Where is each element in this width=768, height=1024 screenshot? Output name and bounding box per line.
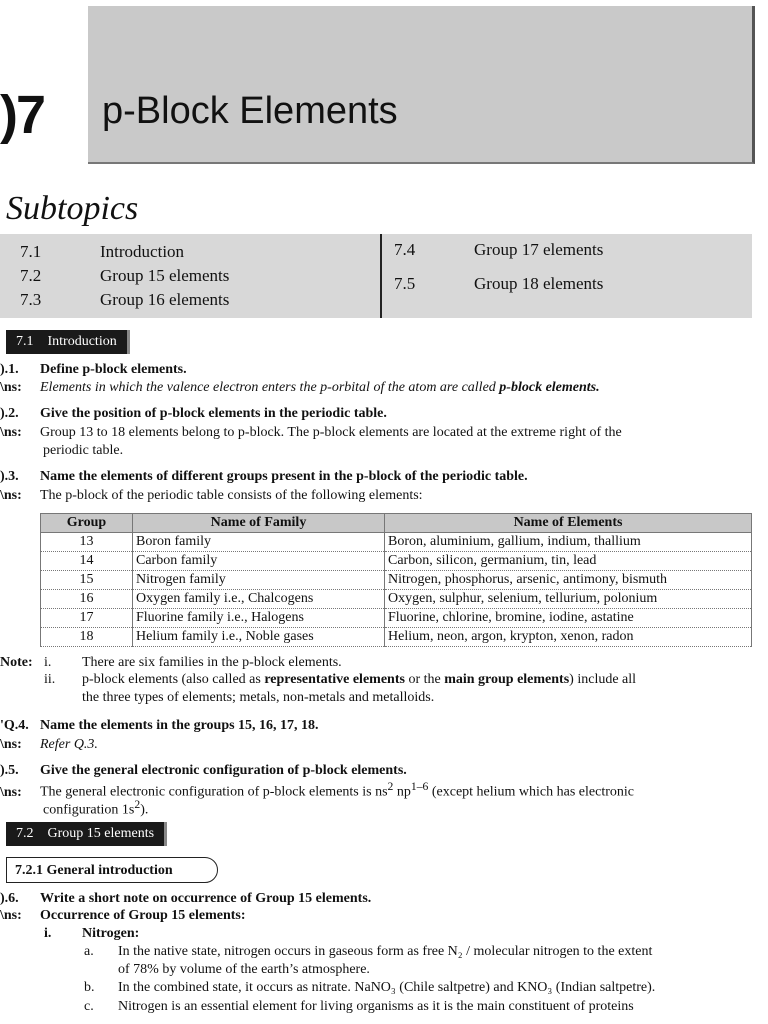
section-number: 7.1 [16,334,34,349]
subtopic-num: 7.2 [20,266,42,285]
nitrogen-title: Nitrogen: [82,926,140,941]
nitrogen-b-label: b. [84,980,95,995]
note-ii-text [82,672,636,688]
section-tab-7-2 [6,822,167,846]
question-2 [0,406,387,422]
answer-6 [0,908,246,924]
answer-text: (except helium which has electronic [431,784,634,800]
note-ii-part: p-block elements (also called as [82,672,261,687]
superscript: 1–6 [410,780,429,793]
note-i-text: There are six families in the p-block elements. [82,655,342,670]
section-title: Group 15 elements [47,826,155,841]
table-cell-group: 18 [41,628,133,647]
answer-text: Refer Q.3. [40,737,98,752]
table-cell-group: 15 [41,571,133,590]
table-header: Group [41,514,133,533]
table-cell-elements: Boron, aluminium, gallium, indium, thallium [385,533,752,552]
answer-text: ). [140,802,149,818]
table-row [41,590,752,609]
table-row [41,552,752,571]
chapter-title: p-Block Elements [102,90,398,132]
table-cell-group: 16 [41,590,133,609]
nitrogen-a-line-2: of 78% by volume of the earth’s atmosphere. [118,962,370,977]
answer-label: \ns: [0,425,22,440]
subtopics-heading: Subtopics [6,190,139,227]
answer-1 [0,380,600,396]
subtopic-num: 7.4 [394,240,416,259]
subtopic-title: Group 18 elements [474,274,604,293]
superscript: 2 [134,798,141,811]
answer-text: Elements in which the valence electron enters the p-orbital of the atom are called [40,380,496,395]
nitrogen-c-label: c. [84,999,94,1014]
nitrogen-a-label: a. [84,944,94,959]
table-cell-elements: Oxygen, sulphur, selenium, tellurium, polonium [385,590,752,609]
question-text: Name the elements of different groups present in the p-block of the periodic table. [40,469,528,484]
answer-label: \ns: [0,488,22,503]
subtopics-divider [380,234,382,318]
section-title: Introduction [47,334,117,349]
chapter-number: )7 [0,85,45,145]
subtopic-num: 7.3 [20,290,42,309]
answer-4 [0,737,98,753]
answer-5-line-2 [43,798,148,819]
note-ii-part: ) include all [569,672,637,687]
question-label: 'Q.4. [0,718,29,733]
answer-3 [0,488,423,504]
question-text: Define p-block elements. [40,362,187,377]
note-ii-part: or the [408,672,441,687]
answer-text: The general electronic configuration of p-block elements is ns [40,784,388,800]
table-cell-family: Boron family [133,533,385,552]
subtopic-num: 7.1 [20,242,42,261]
answer-2 [0,425,622,441]
note-label-text: Note: [0,655,33,670]
section-number: 7.2 [16,826,34,841]
table-header: Name of Elements [385,514,752,533]
answer-2-line-2: periodic table. [43,443,124,458]
table-row [41,609,752,628]
answer-text: The p-block of the periodic table consists of the following elements: [40,488,423,503]
table-cell-elements: Carbon, silicon, germanium, tin, lead [385,552,752,571]
note-ii-bold: representative elements [264,672,405,687]
subtopic-title: Group 15 elements [100,266,230,285]
table-cell-elements: Fluorine, chlorine, bromine, iodine, astatine [385,609,752,628]
subtopic-title: Group 17 elements [474,240,604,259]
question-5 [0,763,407,779]
question-6 [0,891,371,907]
answer-label: \ns: [0,380,22,395]
question-label: ).6. [0,891,19,906]
answer-text: configuration 1s [43,802,135,818]
question-text: Give the general electronic configuration of p-block elements. [40,763,407,778]
table-row [41,571,752,590]
question-text: Name the elements in the groups 15, 16, 17, 18. [40,718,319,733]
section-tab-7-1 [6,330,130,354]
nitrogen-c-text: Nitrogen is an essential element for living organisms as it is the main constituent of proteins [118,999,634,1014]
answer-text: Group 13 to 18 elements belong to p-block. The p-block elements are located at the extreme right of the [40,425,622,440]
subtopic-num: 7.5 [394,274,416,293]
note-label [0,655,33,671]
question-label: ).2. [0,406,19,421]
question-label: ).1. [0,362,19,377]
subtopics-table [0,234,752,318]
question-3 [0,469,528,485]
nitrogen-label: i. [44,926,52,941]
table-cell-group: 14 [41,552,133,571]
question-4 [0,718,319,734]
table-cell-family: Fluorine family i.e., Halogens [133,609,385,628]
table-cell-family: Helium family i.e., Noble gases [133,628,385,647]
subsection-heading-7-2-1: 7.2.1 General introduction [6,857,218,883]
table-cell-group: 13 [41,533,133,552]
question-text: Give the position of p-block elements in the periodic table. [40,406,387,421]
table-cell-family: Oxygen family i.e., Chalcogens [133,590,385,609]
table-cell-elements: Nitrogen, phosphorus, arsenic, antimony, bismuth [385,571,752,590]
question-label: ).3. [0,469,19,484]
answer-label: \ns: [0,737,22,752]
note-ii-line-2: the three types of elements; metals, non-metals and metalloids. [82,690,435,705]
note-ii-bold: main group elements [444,672,570,687]
table-cell-group: 17 [41,609,133,628]
answer-label: \ns: [0,784,22,800]
chapter-banner [88,6,755,164]
table-cell-family: Nitrogen family [133,571,385,590]
table-cell-family: Carbon family [133,552,385,571]
answer-text: np [396,784,411,800]
answer-label: \ns: [0,908,22,923]
table-row [41,533,752,552]
note-ii-label: ii. [44,672,56,687]
note-i-label: i. [44,655,52,670]
table-header-row [41,514,752,533]
answer-heading: Occurrence of Group 15 elements: [40,908,246,923]
superscript: 2 [387,780,394,793]
question-1 [0,362,187,378]
subtopic-title: Introduction [100,242,185,261]
p-block-families-table [40,513,752,647]
table-row [41,628,752,647]
table-cell-elements: Helium, neon, argon, krypton, xenon, radon [385,628,752,647]
subtopic-title: Group 16 elements [100,290,230,309]
table-header: Name of Family [133,514,385,533]
question-label: ).5. [0,763,19,778]
nitrogen-a-text: In the native state, nitrogen occurs in gaseous form as free N₂ / molecular nitrogen to the extent [118,944,653,959]
nitrogen-b-text: In the combined state, it occurs as nitrate. NaNO₃ (Chile saltpetre) and KNO₃ (Indian saltpetre). [118,980,656,995]
question-text: Write a short note on occurrence of Group 15 elements. [40,891,372,906]
answer-bold: p-block elements. [499,380,600,395]
